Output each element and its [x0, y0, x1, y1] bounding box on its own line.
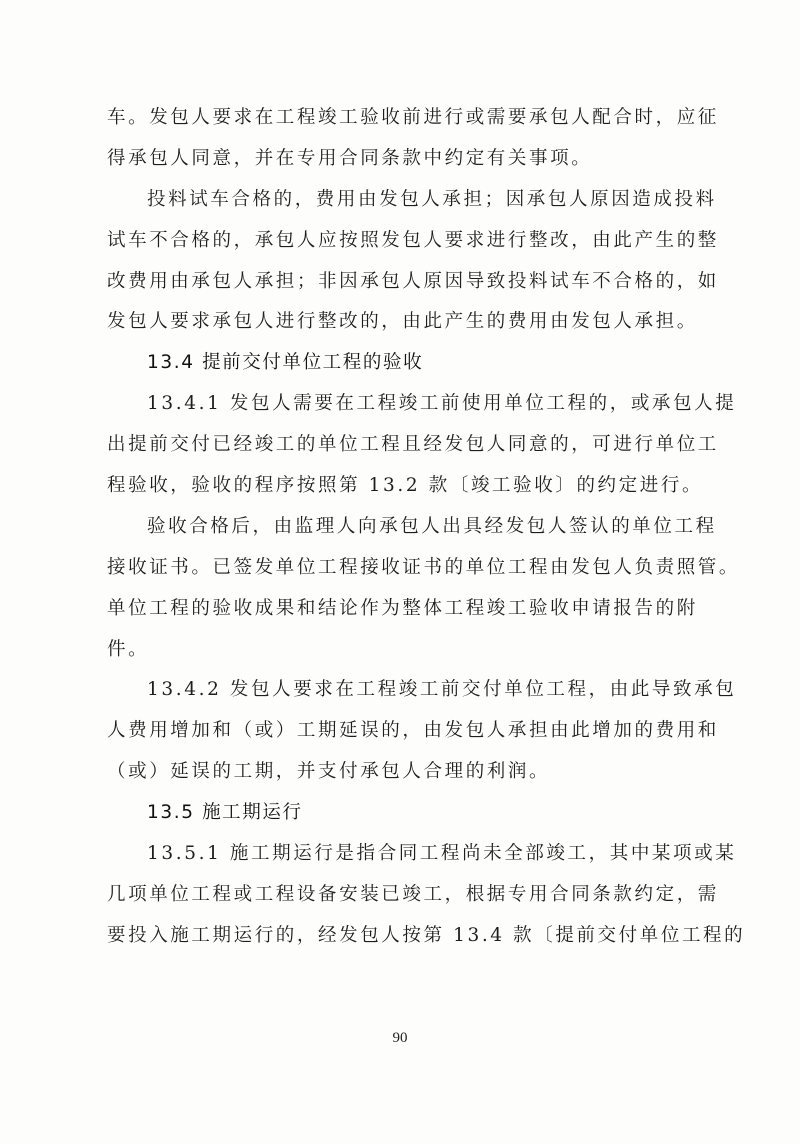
paragraph-first-line: 投料试车合格的，费用由发包人承担；因承包人原因造成投料 — [147, 188, 717, 210]
section-heading-13-4: 13.4 提前交付单位工程的验收 — [147, 352, 424, 374]
page-number: 90 — [392, 1030, 408, 1046]
body-text-line: 几项单位工程或工程设备安装已竣工，根据专用合同条款约定，需 — [107, 883, 719, 905]
body-text-line: 改费用由承包人承担；非因承包人原因导致投料试车不合格的，如 — [107, 270, 719, 292]
body-text-line: 得承包人同意，并在专用合同条款中约定有关事项。 — [107, 147, 593, 169]
section-heading-13-5: 13.5 施工期运行 — [147, 802, 303, 824]
body-text-line: 要投入施工期运行的，经发包人按第 13.4 款〔提前交付单位工程的 — [107, 924, 746, 946]
body-text-line: （或）延误的工期，并支付承包人合理的利润。 — [107, 761, 551, 783]
body-text-line: 人费用增加和（或）工期延误的，由发包人承担由此增加的费用和 — [107, 720, 719, 742]
body-text-line: 程验收，验收的程序按照第 13.2 款〔竣工验收〕的约定进行。 — [107, 475, 704, 497]
clause-13-4-2-first-line: 13.4.2 发包人要求在工程竣工前交付单位工程，由此导致承包 — [147, 679, 737, 701]
paragraph-first-line: 验收合格后，由监理人向承包人出具经发包人签认的单位工程 — [147, 515, 717, 537]
body-text-line: 单位工程的验收成果和结论作为整体工程竣工验收申请报告的附 — [107, 597, 698, 619]
clause-13-5-1-first-line: 13.5.1 施工期运行是指合同工程尚未全部竣工，其中某项或某 — [147, 843, 737, 865]
body-text-line: 出提前交付已经竣工的单位工程且经发包人同意的，可进行单位工 — [107, 434, 719, 456]
body-text-line: 接收证书。已签发单位工程接收证书的单位工程由发包人负责照管。 — [107, 556, 741, 578]
clause-13-4-1-first-line: 13.4.1 发包人需要在工程竣工前使用单位工程的，或承包人提 — [147, 393, 737, 415]
body-text-line: 发包人要求承包人进行整改的，由此产生的费用由发包人承担。 — [107, 311, 698, 333]
body-text-line: 车。发包人要求在工程竣工验收前进行或需要承包人配合时，应征 — [107, 107, 719, 128]
body-text-line: 件。 — [107, 638, 150, 660]
body-text-line: 试车不合格的，承包人应按照发包人要求进行整改，由此产生的整 — [107, 229, 719, 251]
